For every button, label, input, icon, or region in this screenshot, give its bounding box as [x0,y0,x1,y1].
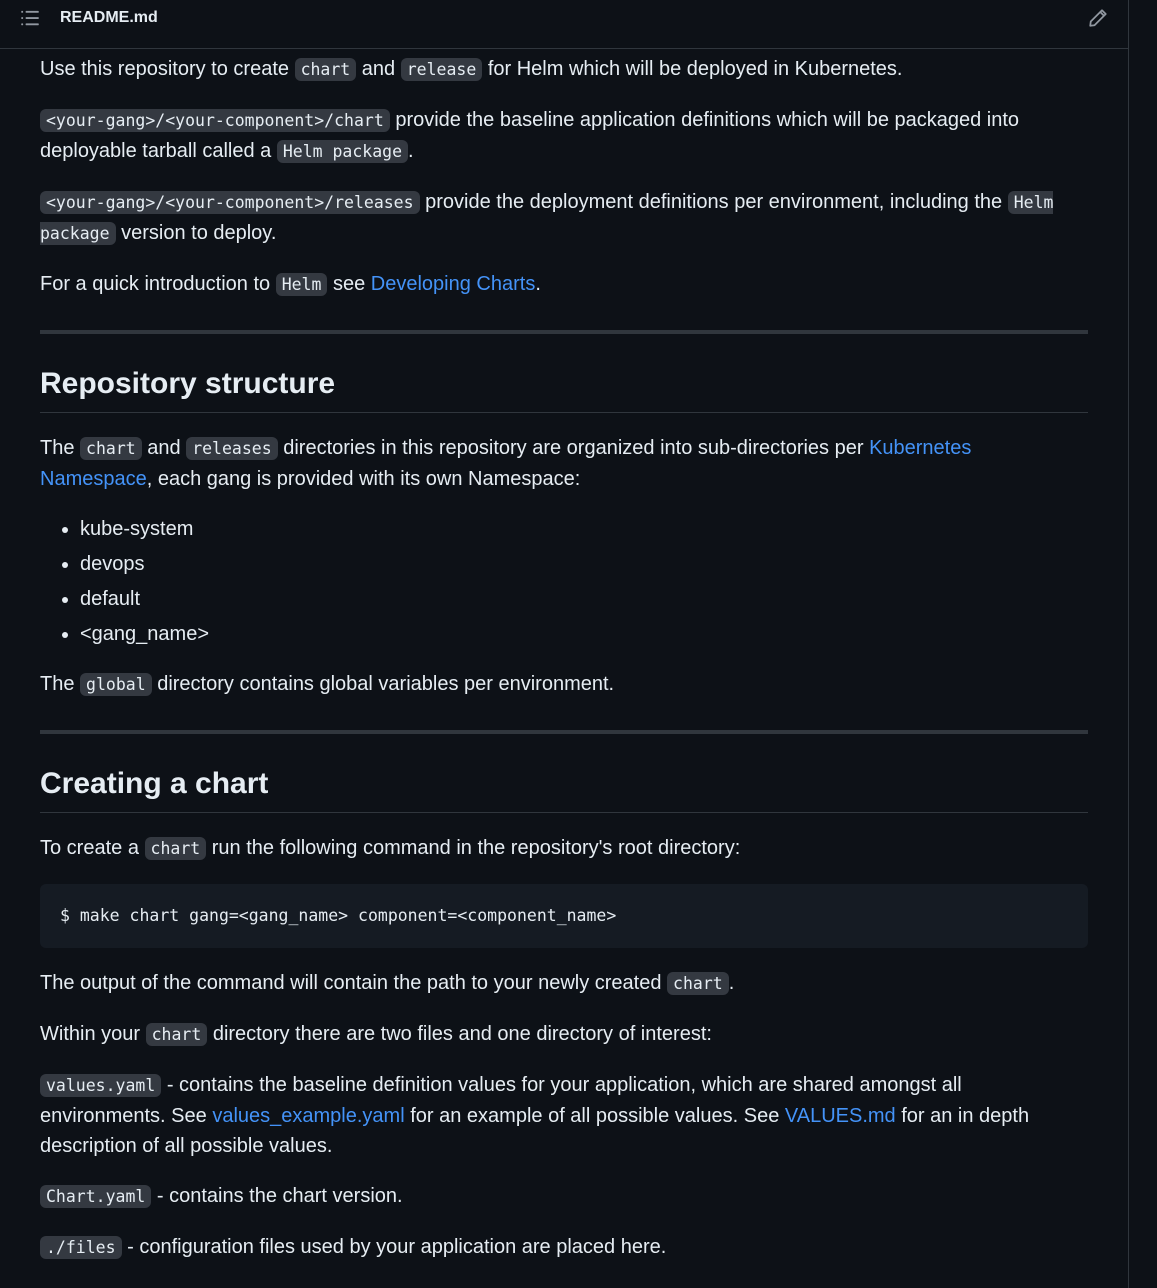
inline-code: Chart.yaml [40,1185,151,1208]
text: and [141,437,187,459]
files-dir-paragraph [40,1232,1088,1263]
namespace-list [40,514,1088,649]
inline-code: Helm [276,273,328,296]
values-md-link[interactable]: VALUES.md [784,1105,896,1127]
inline-code: Helm package [40,193,1054,243]
text: . [728,972,735,994]
text: provide the deployment definitions per environment, including the [419,191,1008,213]
text: directory contains global variables per environment. [151,673,615,695]
text: . [535,273,541,295]
text: Use this repository to create [40,58,295,80]
command-code-block[interactable]: $ make chart gang=<gang_name> component=<component_name> [40,884,1088,948]
list-item: • default [80,584,1088,614]
text: The output of the command will contain the path to your newly created [40,972,668,994]
text: and [356,58,401,80]
chart-path-paragraph [40,105,1088,167]
text: The [40,437,81,459]
inline-code: ./files [40,1236,122,1259]
inline-code: Helm package [277,140,408,163]
inline-code: global [80,673,152,696]
inline-code: <your-gang>/<your-component>/releases [40,191,420,214]
creating-chart-heading: Creating a chart [40,764,1088,813]
inline-code: chart [145,837,207,860]
releases-path-paragraph [40,187,1088,249]
repository-structure-heading: Repository structure [40,364,1088,413]
readme-content [0,49,1128,1288]
text: for an in depth description of all possible values. [40,1105,1030,1157]
divider [40,330,1088,334]
text: , each gang is provided with its own Namespace: [146,468,581,490]
divider [40,730,1088,734]
file-header [0,0,1128,49]
intro-paragraph [40,49,1088,85]
text: see [327,273,371,295]
inline-code: chart [80,437,142,460]
text: For a quick introduction to [40,273,276,295]
output-paragraph [40,968,1088,999]
text: directories in this repository are organized into sub-directories per [277,437,870,459]
structure-paragraph [40,433,1088,494]
text: run the following command in the repository's root directory: [206,837,741,859]
text: To create a [40,837,145,859]
chart-yaml-paragraph [40,1181,1088,1212]
list-item: • <gang_name> [80,619,1088,649]
developing-charts-link[interactable]: Developing Charts [370,273,536,295]
values-yaml-paragraph [40,1070,1088,1161]
list-item: • devops [80,549,1088,579]
global-paragraph [40,669,1088,700]
text: directory there are two files and one directory of interest: [207,1023,712,1045]
list-item: • kube-system [80,514,1088,544]
text: for an example of all possible values. See [404,1105,785,1127]
text: . [408,140,414,162]
text: Within your [40,1023,146,1045]
text: - contains the chart version. [151,1185,403,1207]
file-name: README.md [60,9,158,26]
inline-code: chart [295,58,357,81]
list-unordered-icon[interactable] [18,6,42,30]
inline-code: values.yaml [40,1074,161,1097]
kubernetes-namespace-link[interactable]: Kubernetes Namespace [40,437,972,490]
inline-code: chart [667,972,729,995]
inline-code: <your-gang>/<your-component>/chart [40,109,390,132]
text: - contains the baseline definition values for your application, which are shared amongst all environments. See [40,1074,962,1127]
values-example-link[interactable]: values_example.yaml [212,1105,405,1127]
helm-intro-paragraph [40,269,1088,300]
text: version to deploy. [115,222,277,244]
text: for Helm which will be deployed in Kubernetes. [482,58,903,80]
pencil-icon[interactable] [1086,6,1110,30]
create-instructions-paragraph [40,833,1088,864]
text: The [40,673,81,695]
text: - configuration files used by your application are placed here. [121,1236,667,1258]
inline-code: release [401,58,483,81]
files-of-interest-paragraph [40,1019,1088,1050]
inline-code: releases [186,437,277,460]
inline-code: chart [146,1023,208,1046]
text: provide the baseline application definitions which will be packaged into deployable tarball called a [40,109,1020,162]
